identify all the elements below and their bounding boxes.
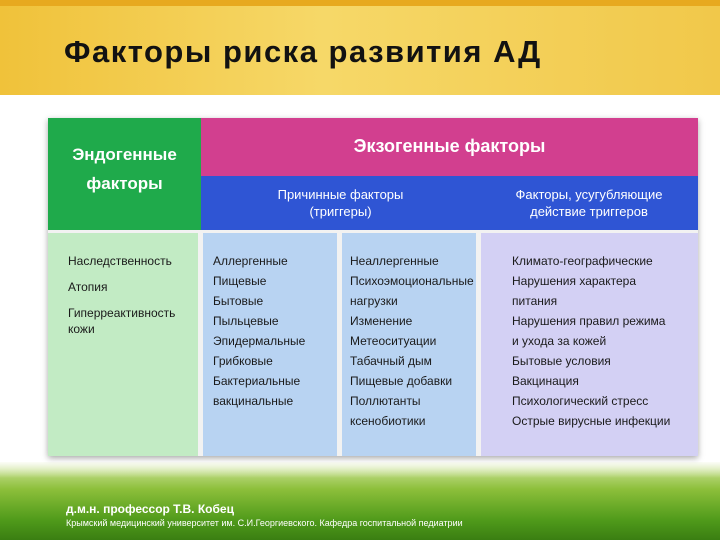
list-item: Бытовые bbox=[213, 294, 264, 308]
list-item: кожи bbox=[68, 322, 95, 336]
list-item: Вакцинация bbox=[512, 374, 579, 388]
top-edge-stripe bbox=[0, 0, 720, 6]
endogenous-factors-cell bbox=[48, 233, 198, 456]
list-item: Психоэмоциональные bbox=[350, 274, 474, 288]
causal-header-line2: (триггеры) bbox=[309, 204, 372, 219]
list-item: Психологический стресс bbox=[512, 394, 649, 408]
list-item: Нарушения характера bbox=[512, 274, 636, 288]
aggravating-header-line1: Факторы, усугубляющие bbox=[515, 187, 663, 202]
list-item: Грибковые bbox=[213, 354, 273, 368]
list-item: Изменение bbox=[350, 314, 413, 328]
list-item: Пищевые добавки bbox=[350, 374, 453, 388]
footer-author: д.м.н. профессор Т.В. Кобец bbox=[66, 502, 234, 516]
bottom-grass-band bbox=[0, 462, 720, 540]
list-item: питания bbox=[512, 294, 558, 308]
endogenous-header bbox=[48, 118, 201, 230]
aggravating-factors-cell bbox=[481, 233, 698, 456]
list-item: Неаллергенные bbox=[350, 254, 439, 268]
causal-factors-header-text bbox=[201, 186, 480, 220]
exogenous-header-text: Экзогенные факторы bbox=[353, 136, 546, 156]
list-item: Атопия bbox=[68, 280, 108, 294]
causal-factors-header bbox=[201, 176, 480, 230]
aggravating-factors-header-text bbox=[480, 186, 698, 220]
list-item: ксенобиотики bbox=[350, 414, 426, 428]
endogenous-header-text bbox=[48, 140, 201, 198]
list-item: нагрузки bbox=[350, 294, 398, 308]
list-item: Бытовые условия bbox=[512, 354, 611, 368]
list-item: и ухода за кожей bbox=[512, 334, 607, 348]
aggravating-factors-header bbox=[480, 176, 698, 230]
allergenic-factors-cell bbox=[203, 233, 337, 456]
list-item: Бактериальные bbox=[213, 374, 301, 388]
risk-factors-table bbox=[48, 118, 698, 456]
non-allergenic-factors-cell bbox=[342, 233, 476, 456]
footer-organization: Крымский медицинский университет им. С.И.Георгиевского. Кафедра госпитальной педиатрии bbox=[66, 518, 463, 528]
list-item: Климато-географические bbox=[512, 254, 653, 268]
list-item: Наследственность bbox=[68, 254, 172, 268]
list-item: Поллютанты bbox=[350, 394, 421, 408]
list-item: Эпидермальные bbox=[213, 334, 306, 348]
exogenous-header bbox=[201, 118, 698, 176]
list-item: Аллергенные bbox=[213, 254, 288, 268]
slide-title: Факторы риска развития АД bbox=[64, 34, 542, 69]
endogenous-header-line2: факторы bbox=[86, 174, 163, 193]
list-item: Табачный дым bbox=[350, 354, 432, 368]
list-item: вакцинальные bbox=[213, 394, 294, 408]
list-item: Пыльцевые bbox=[213, 314, 279, 328]
list-item: Гиперреактивность bbox=[68, 306, 176, 320]
list-item: Метеоситуации bbox=[350, 334, 437, 348]
endogenous-header-line1: Эндогенные bbox=[72, 145, 177, 164]
causal-header-line1: Причинные факторы bbox=[277, 187, 404, 202]
list-item: Острые вирусные инфекции bbox=[512, 414, 671, 428]
list-item: Пищевые bbox=[213, 274, 267, 288]
aggravating-header-line2: действие триггеров bbox=[530, 204, 648, 219]
list-item: Нарушения правил режима bbox=[512, 314, 666, 328]
